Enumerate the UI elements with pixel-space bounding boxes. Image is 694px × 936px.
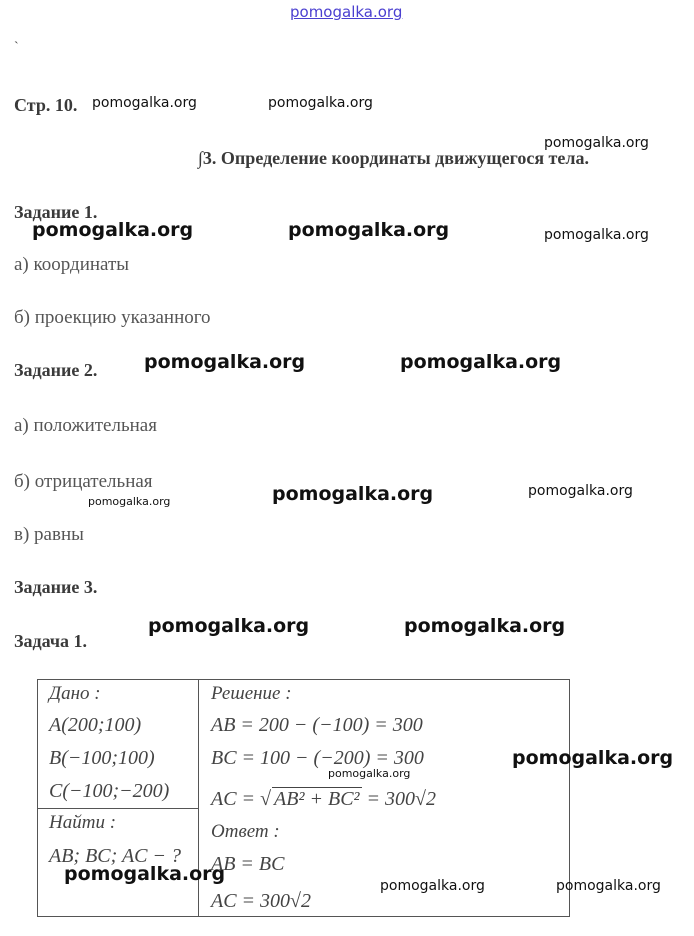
task1-answer-a: а) координаты <box>14 254 130 275</box>
watermark: pomogalka.org <box>64 863 226 885</box>
watermark: pomogalka.org <box>268 95 373 111</box>
watermark: pomogalka.org <box>544 227 649 243</box>
watermark: pomogalka.org <box>144 351 306 373</box>
table-divider-horizontal <box>37 808 199 809</box>
watermark: pomogalka.org <box>272 483 434 505</box>
ac-right: = 300√2 <box>361 788 437 810</box>
given-label: Дано : <box>49 683 101 704</box>
stray-mark: ` <box>14 40 19 55</box>
watermark-top[interactable]: pomogalka.org <box>290 3 403 21</box>
task1-heading: Задание 1. <box>14 202 98 222</box>
task2-heading: Задание 2. <box>14 360 98 380</box>
ac-radicand: AB² + BC² <box>274 788 360 810</box>
find-label: Найти : <box>49 812 117 833</box>
problem1-heading: Задача 1. <box>14 631 88 651</box>
given-point-b: B(−100;100) <box>49 747 155 769</box>
task2-answer-a: а) положительная <box>14 415 157 436</box>
watermark: pomogalka.org <box>92 95 197 111</box>
watermark: pomogalka.org <box>32 219 194 241</box>
answer-label: Ответ : <box>211 821 280 842</box>
given-point-a: A(200;100) <box>49 714 142 736</box>
watermark: pomogalka.org <box>528 483 633 499</box>
task1-answer-b: б) проекцию указанного <box>14 307 211 328</box>
task2-answer-c: в) равны <box>14 524 84 545</box>
watermark: pomogalka.org <box>88 495 171 508</box>
solution-ac <box>211 787 436 811</box>
task3-heading: Задание 3. <box>14 577 98 597</box>
given-point-c: C(−100;−200) <box>49 780 170 802</box>
section-title: ∫3. Определение координаты движущегося тела. <box>198 148 589 168</box>
sqrt-sign: √ <box>260 788 272 810</box>
find-expression: AB; BC; AC − ? <box>49 845 182 867</box>
watermark: pomogalka.org <box>404 615 566 637</box>
watermark: pomogalka.org <box>556 878 661 894</box>
watermark: pomogalka.org <box>148 615 310 637</box>
page-header: Стр. 10. <box>14 95 78 115</box>
watermark: pomogalka.org <box>380 878 485 894</box>
watermark: pomogalka.org <box>400 351 562 373</box>
answer-ab-bc: AB = BC <box>211 853 285 875</box>
watermark: pomogalka.org <box>328 767 411 780</box>
answer-ac: AC = 300√2 <box>211 890 312 912</box>
task2-answer-b: б) отрицательная <box>14 471 153 492</box>
solution-label: Решение : <box>211 683 292 704</box>
ac-left: AC = <box>211 788 261 810</box>
watermark: pomogalka.org <box>288 219 450 241</box>
watermark: pomogalka.org <box>544 135 649 151</box>
solution-ab: AB = 200 − (−100) = 300 <box>211 714 423 736</box>
solution-bc: BC = 100 − (−200) = 300 <box>211 747 424 769</box>
watermark: pomogalka.org <box>512 747 674 769</box>
